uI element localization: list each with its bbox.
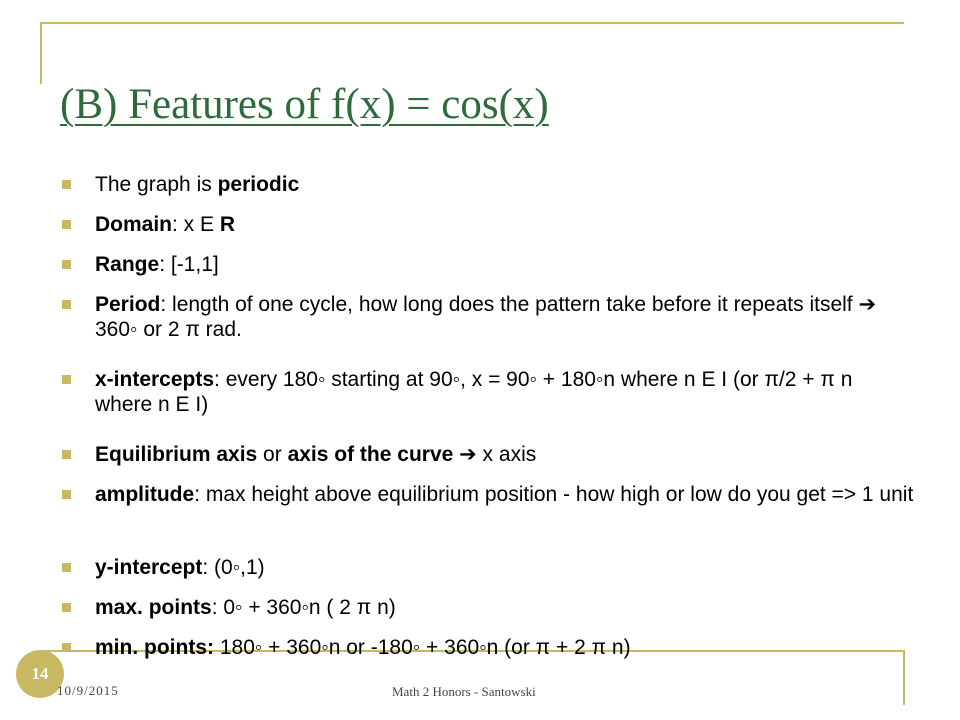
bullet-item xyxy=(62,172,915,197)
bullet-text: or xyxy=(257,443,288,466)
bullet-text: ➔ x axis xyxy=(453,443,537,466)
bullet-marker-icon xyxy=(62,563,71,572)
bullet-bold-text: Range xyxy=(95,253,160,276)
bullet-item xyxy=(62,292,915,342)
bullet-bold-text: Equilibrium axis xyxy=(95,443,258,466)
bullet-item xyxy=(62,555,915,580)
bullet-item xyxy=(62,442,915,467)
bullet-marker-icon xyxy=(62,643,71,652)
bullet-bold-text: Domain xyxy=(95,213,173,236)
bullet-bold-text: periodic xyxy=(217,173,300,196)
bullet-item xyxy=(62,595,915,620)
bullet-marker-icon xyxy=(62,450,71,459)
bullet-text: : length of one cycle, how long does the pattern take before it repeats itself ➔ 360◦ or 2 π rad. xyxy=(95,293,877,341)
footer-date: 10/9/2015 xyxy=(57,683,119,698)
bullet-bold-text: max. points xyxy=(95,596,212,619)
slide-number-badge: 14 xyxy=(16,650,64,698)
bullet-bold-text: axis of the curve xyxy=(287,443,454,466)
bullet-marker-icon xyxy=(62,375,71,384)
bullet-text: : (0◦,1) xyxy=(202,556,265,579)
bullet-bold-text: Period xyxy=(95,293,161,316)
bullet-text: The graph is xyxy=(95,173,218,196)
frame-left-line xyxy=(40,22,42,84)
frame-top-line xyxy=(40,22,904,24)
bullet-item xyxy=(62,367,915,417)
bullet-text: : max height above equilibrium position - how high or low do you get => 1 unit xyxy=(194,483,914,506)
bullet-marker-icon xyxy=(62,603,71,612)
bullet-marker-icon xyxy=(62,490,71,499)
bullet-item xyxy=(62,212,915,237)
bullet-text: : [-1,1] xyxy=(159,253,219,276)
bullet-marker-icon xyxy=(62,220,71,229)
bullet-text: : x E xyxy=(172,213,220,236)
bullet-bold-text: amplitude xyxy=(95,483,195,506)
bullet-marker-icon xyxy=(62,260,71,269)
bullet-item xyxy=(62,635,915,660)
bullet-bold-text: x-intercepts xyxy=(95,368,215,391)
footer-course: Math 2 Honors - Santowski xyxy=(392,684,536,699)
bullet-text: : every 180◦ starting at 90◦, x = 90◦ + 180◦n where n E I (or π/2 + π n where n E I) xyxy=(95,368,853,416)
bullet-bold-text: R xyxy=(219,213,236,236)
bullet-bold-text: y-intercept xyxy=(95,556,203,579)
bullet-text: : 0◦ + 360◦n ( 2 π n) xyxy=(211,596,396,619)
slide-title: (B) Features of f(x) = cos(x) xyxy=(60,81,549,128)
bullet-marker-icon xyxy=(62,180,71,189)
bullet-item xyxy=(62,252,915,277)
bullet-marker-icon xyxy=(62,300,71,309)
bullet-text: 180◦ + 360◦n or -180◦ + 360◦n (or π + 2 π n) xyxy=(214,636,631,659)
bullet-item xyxy=(62,482,915,507)
bullet-bold-text: min. points: xyxy=(95,636,214,659)
